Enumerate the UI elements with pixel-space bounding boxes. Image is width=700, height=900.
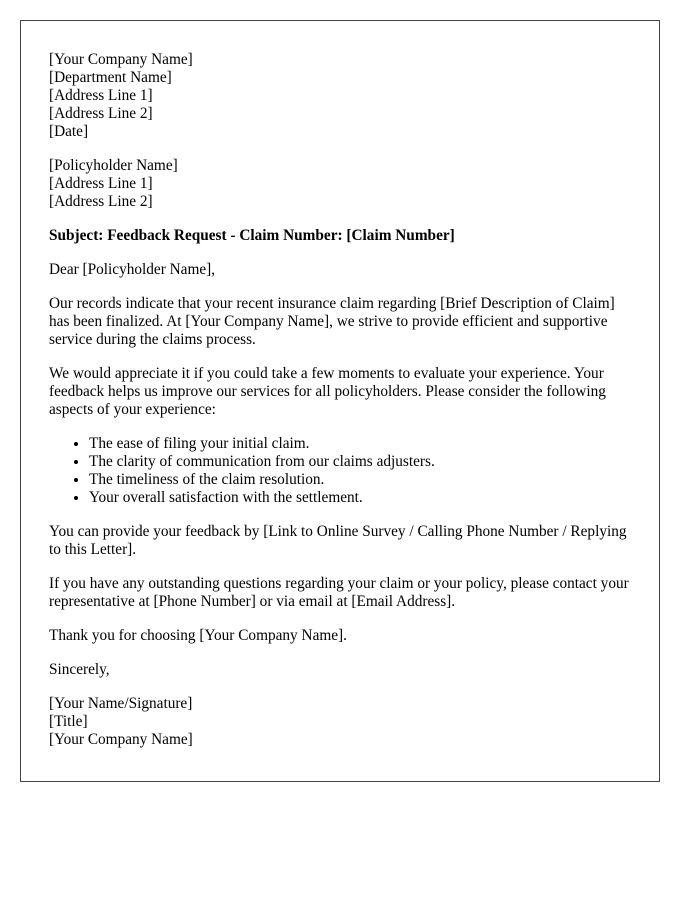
recipient-address-line-2: [Address Line 2] bbox=[49, 193, 153, 210]
body-paragraph-thanks: Thank you for choosing [Your Company Name]. bbox=[49, 627, 347, 644]
body-paragraph-contact: If you have any outstanding questions regarding your claim or your policy, please contact your representative at [Phone Number] or via email at [Email Address]. bbox=[49, 575, 629, 610]
sender-department: [Department Name] bbox=[49, 69, 172, 86]
list-item: • Your overall satisfaction with the settlement. bbox=[89, 489, 631, 507]
signature-title: [Title] bbox=[49, 713, 88, 730]
subject-line: Subject: Feedback Request - Claim Number: [Claim Number] bbox=[49, 227, 455, 244]
body-paragraph-feedback-options: You can provide your feedback by [Link to Online Survey / Calling Phone Number / Replying to this Letter]. bbox=[49, 523, 627, 558]
aspects-list bbox=[49, 435, 631, 507]
sender-company: [Your Company Name] bbox=[49, 51, 193, 68]
list-item: • The ease of filing your initial claim. bbox=[89, 435, 631, 453]
sender-block bbox=[49, 51, 631, 141]
list-item: • The clarity of communication from our claims adjusters. bbox=[89, 453, 631, 471]
salutation: Dear [Policyholder Name], bbox=[49, 261, 216, 278]
sender-address-line-1: [Address Line 1] bbox=[49, 87, 153, 104]
body-paragraph-request: We would appreciate it if you could take a few moments to evaluate your experience. Your feedback helps us improve our services for all policyholders. Please consider the following aspects of your experience: bbox=[49, 365, 606, 418]
recipient-name: [Policyholder Name] bbox=[49, 157, 178, 174]
list-item: • The timeliness of the claim resolution. bbox=[89, 471, 631, 489]
letter-page bbox=[20, 20, 660, 782]
sender-address-line-2: [Address Line 2] bbox=[49, 105, 153, 122]
recipient-address-line-1: [Address Line 1] bbox=[49, 175, 153, 192]
recipient-block bbox=[49, 157, 631, 211]
signoff: Sincerely, bbox=[49, 661, 110, 678]
letter-date: [Date] bbox=[49, 123, 89, 140]
body-paragraph-intro: Our records indicate that your recent insurance claim regarding [Brief Description of Claim] has been finalized. At [Your Company Name], we strive to provide efficient and supportive service during the claims process. bbox=[49, 295, 615, 348]
signature-company: [Your Company Name] bbox=[49, 731, 193, 748]
signature-name: [Your Name/Signature] bbox=[49, 695, 193, 712]
signature-block bbox=[49, 695, 631, 749]
